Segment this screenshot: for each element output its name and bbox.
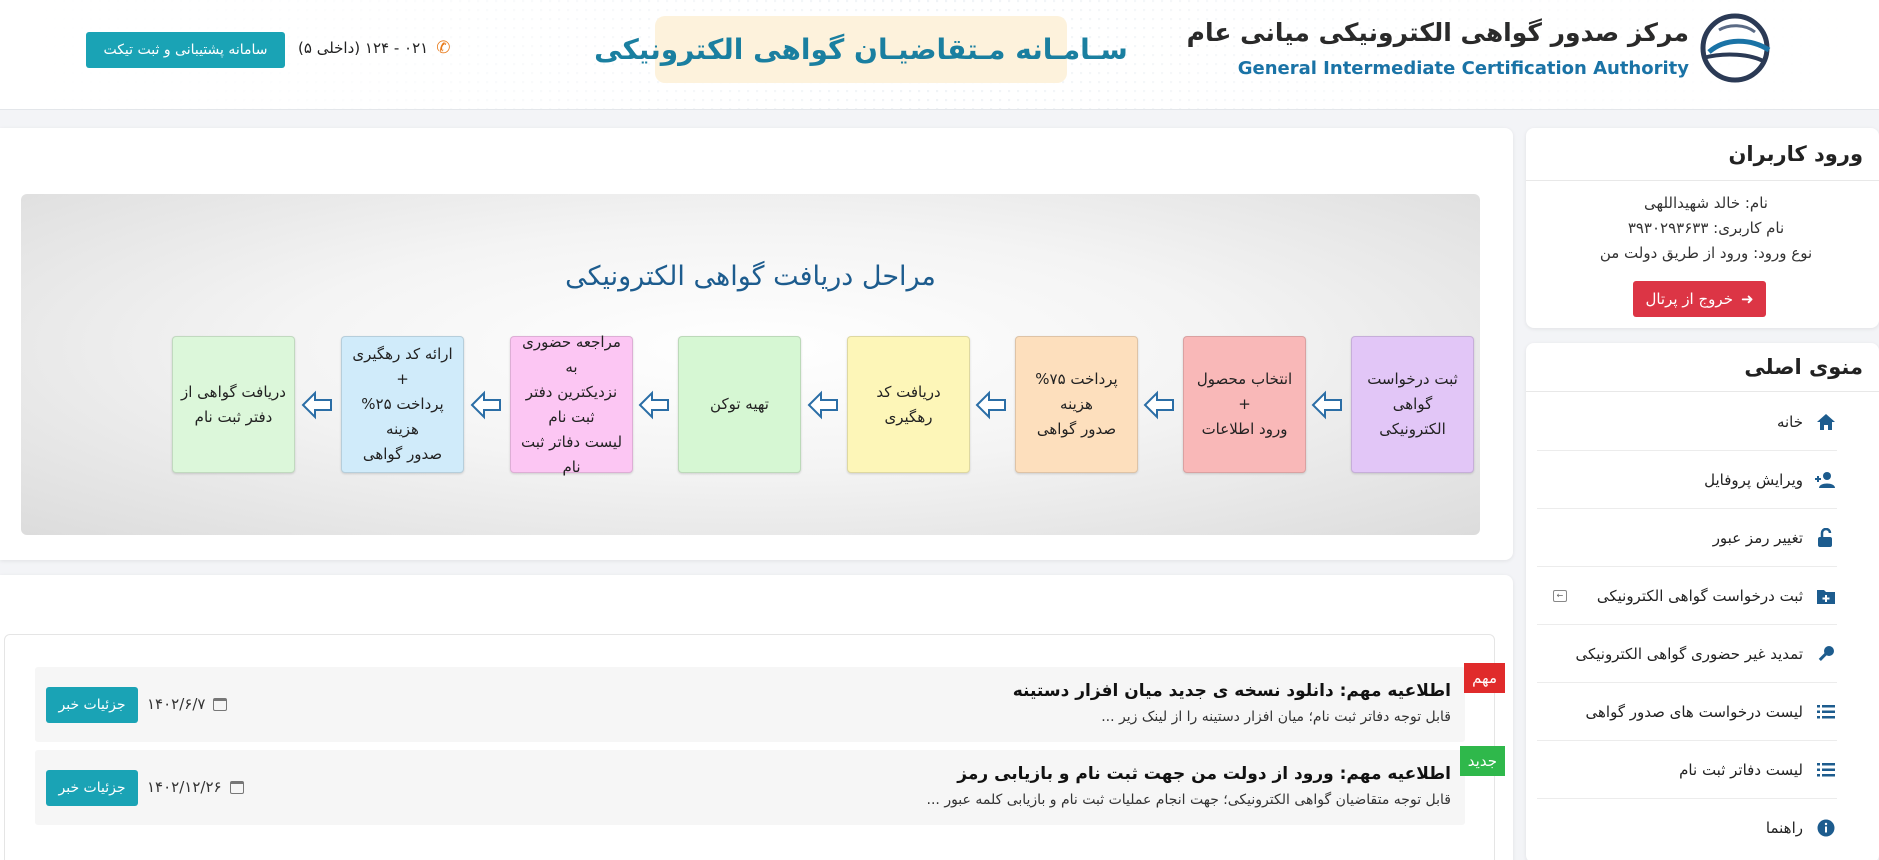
menu-item-label: لیست دفاتر ثبت نام [1679,760,1803,779]
logout-label: خروج از پرتال [1645,290,1733,308]
step-6-visit-office[interactable]: مراجعه حضوری به نزدیکترین دفتر ثبت نام لیست دفاتر ثبت نام [510,336,633,473]
step-8-receive-certificate: دریافت گواهی از دفتر ثبت نام [172,336,295,473]
menu-item-label: خانه [1776,412,1803,431]
news-date-text: ۱۴۰۲/۱۲/۲۶ [147,778,222,796]
home-icon [1815,411,1837,433]
news-date [147,778,244,796]
menu-item-renew-certificate[interactable] [1537,625,1837,683]
user-plus-icon [1815,469,1837,491]
arrow-left-icon [301,389,333,421]
step-1-register-request: ثبت درخواست گواهی الکترونیکی [1351,336,1474,473]
login-card-title: ورود کاربران [1728,142,1863,166]
news-item [35,750,1497,825]
support-ticket-button[interactable]: سامانه پشتیبانی و ثبت تیکت [86,32,285,68]
site-header [0,0,1879,110]
news-description: قابل توجه دفاتر ثبت نام؛ میان افزار دستینه را از لینک زیر ... [1101,709,1451,725]
news-date-text: ۱۴۰۲/۶/۷ [147,695,206,713]
arrow-left-icon [807,389,839,421]
list-icon [1815,701,1837,723]
org-name-fa: مرکز صدور گواهی الکترونیکی میانی عام [1186,18,1689,47]
menu-item-guide[interactable] [1537,799,1837,857]
news-badge-important: مهم [1464,663,1505,693]
news-title[interactable]: اطلاعیه مهم: ورود از دولت من جهت ثبت نام و بازیابی رمز [957,764,1451,784]
menu-item-home[interactable] [1537,393,1837,451]
divider [1526,180,1879,181]
news-badge-new: جدید [1460,746,1505,776]
logout-button[interactable] [1633,281,1766,317]
menu-item-label: تمدید غیر حضوری گواهی الکترونیکی [1575,644,1803,663]
arrow-left-icon [1143,389,1175,421]
menu-item-label: ویرایش پروفایل [1704,470,1803,489]
unlock-icon [1815,527,1837,549]
steps-diagram [21,194,1480,535]
user-username: نام کاربری: ۳۹۳۰۲۹۳۶۳۳ [1627,219,1785,237]
news-item [35,667,1497,742]
support-phone [298,38,450,58]
steps-panel [0,128,1513,560]
news-details-button[interactable]: جزئیات خبر [46,770,138,806]
step-5-prepare-token: تهیه توکن [678,336,801,473]
news-panel [0,575,1513,860]
step-2-select-product: انتخاب محصول + ورود اطلاعات [1183,336,1306,473]
news-title[interactable]: اطلاعیه مهم: دانلود نسخه ی جدید میان افزار دستینه [1012,681,1451,701]
step-7-present-tracking-code: ارائه کد رهگیری + پرداخت ۲۵% هزینه صدور گواهی [341,336,464,473]
divider [1526,391,1879,392]
arrow-left-icon [470,389,502,421]
info-icon [1815,817,1837,839]
gica-logo [1695,12,1771,84]
key-icon [1815,643,1837,665]
list-icon [1815,759,1837,781]
external-window-icon: ← [1553,590,1567,602]
user-login-type: نوع ورود: ورود از طریق دولت من [1599,244,1813,262]
user-full-name: نام: خالد شهیداللهی [1644,194,1768,212]
arrow-left-icon [638,389,670,421]
main-menu-card [1526,343,1879,860]
menu-item-registration-offices-list[interactable] [1537,741,1837,799]
menu-item-change-password[interactable] [1537,509,1837,567]
menu-item-label: تغییر رمز عبور [1712,528,1803,547]
phone-icon: ✆ [436,38,451,58]
step-3-pay-75-percent: پرداخت ۷۵% هزینه صدور گواهی [1015,336,1138,473]
arrow-left-icon [1311,389,1343,421]
main-menu-title: منوی اصلی [1744,355,1863,379]
news-list [4,634,1495,860]
menu-item-label: لیست درخواست های صدور گواهی [1585,702,1803,721]
calendar-icon [213,698,227,711]
menu-item-label: راهنما [1765,819,1803,837]
menu-item-new-certificate-request[interactable] [1537,567,1837,625]
folder-plus-icon [1815,585,1837,607]
menu-item-edit-profile[interactable] [1537,451,1837,509]
arrow-left-icon [975,389,1007,421]
menu-item-label: ثبت درخواست گواهی الکترونیکی [1596,586,1803,605]
menu-item-certificate-requests-list[interactable] [1537,683,1837,741]
news-details-button[interactable]: جزئیات خبر [46,687,138,723]
steps-title: مراحل دریافت گواهی الکترونیکی [565,261,936,292]
news-description: قابل توجه متقاضیان گواهی الکترونیکی؛ جهت انجام عملیات ثبت نام و بازیابی کلمه عبور ... [926,792,1451,808]
step-4-tracking-code: دریافت کد رهگیری [847,336,970,473]
news-date [147,695,227,713]
system-title: سـامـانه مـتقاضیـان گواهی الکترونیکی [655,16,1067,83]
calendar-icon [230,781,244,794]
org-name-en: General Intermediate Certification Authority [1237,58,1689,79]
phone-number: ۰۲۱ - ۱۲۴ (داخلی ۵) [298,39,429,57]
logout-icon: ➜ [1740,290,1754,308]
